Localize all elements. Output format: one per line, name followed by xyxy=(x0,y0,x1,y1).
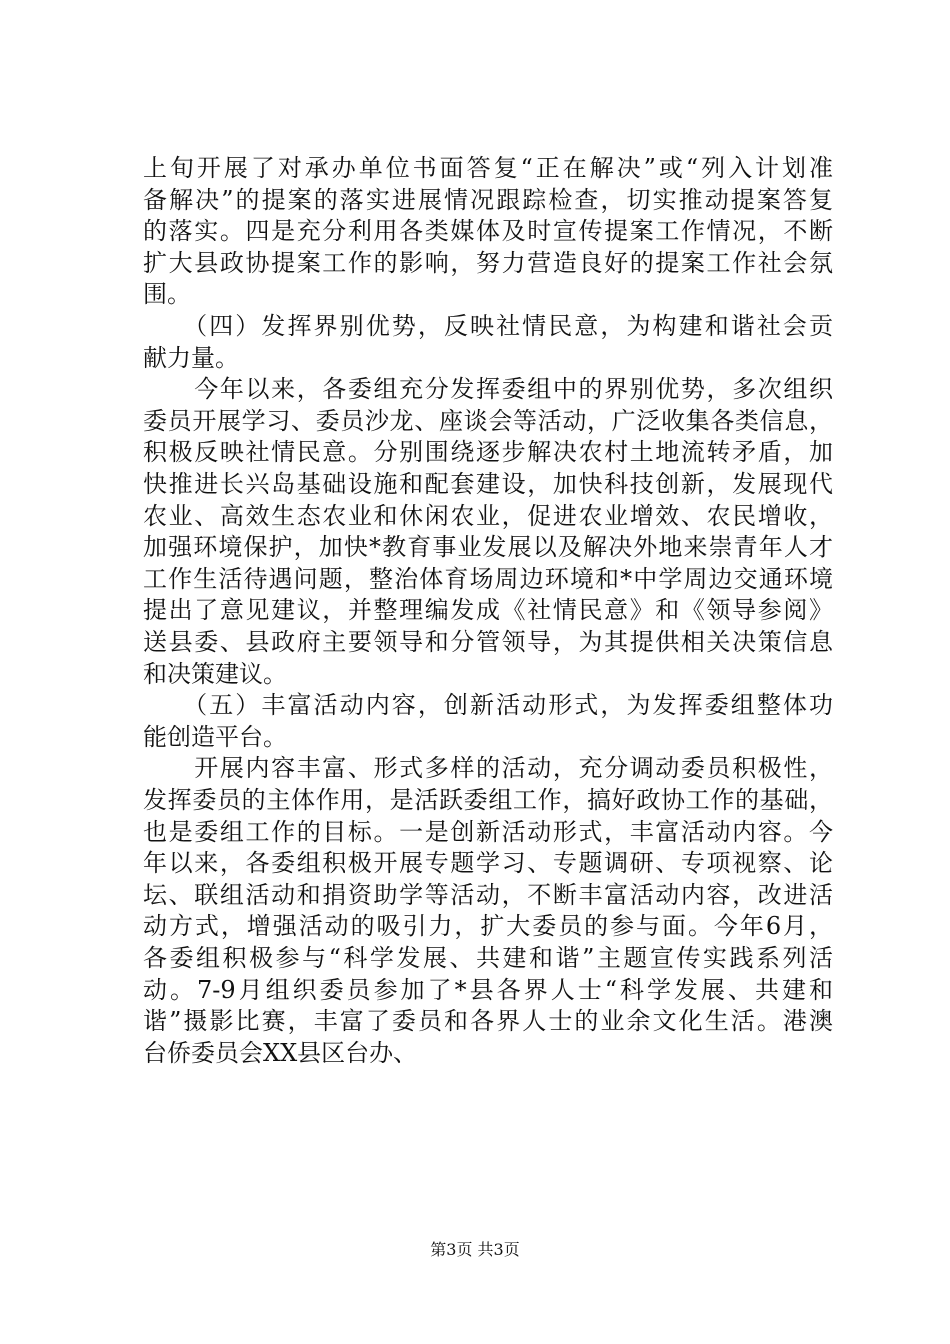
text-line: 谐”摄影比赛，丰富了委员和各界人士的业余文化生活。港澳 xyxy=(143,1007,833,1036)
text-line: （五）丰富活动内容，创新活动形式，为发挥委组整体功 xyxy=(143,691,833,720)
text-line: 献力量。 xyxy=(143,343,239,372)
text-line: 备解决”的提案的落实进展情况跟踪检查，切实推动提案答复 xyxy=(143,185,833,214)
text-line: 动方式，增强活动的吸引力，扩大委员的参与面。今年6月， xyxy=(143,912,833,941)
text-line: 也是委组工作的目标。一是创新活动形式，丰富活动内容。今 xyxy=(143,817,833,846)
text-line: 围。 xyxy=(143,280,191,309)
page-footer: 第3页 共3页 xyxy=(430,1240,520,1259)
text-line: 送县委、县政府主要领导和分管领导，为其提供相关决策信息 xyxy=(143,628,833,656)
text-line: 提出了意见建议，并整理编发成《社情民意》和《领导参阅》 xyxy=(143,596,833,625)
text-line: 的落实。四是充分利用各类媒体及时宣传提案工作情况，不断 xyxy=(143,217,833,246)
text-line: 积极反映社情民意。分别围绕逐步解决农村土地流转矛盾，加 xyxy=(143,438,833,467)
text-line: 和决策建议。 xyxy=(143,659,287,688)
text-line: 年以来，各委组积极开展专题学习、专题调研、专项视察、论 xyxy=(143,849,833,878)
text-line: 坛、联组活动和捐资助学等活动，不断丰富活动内容，改进活 xyxy=(143,880,833,909)
text-line: 加强环境保护，加快*教育事业发展以及解决外地来崇青年人才 xyxy=(143,533,833,562)
text-line: 开展内容丰富、形式多样的活动，充分调动委员积极性， xyxy=(143,754,833,783)
text-line: 快推进长兴岛基础设施和配套建设，加快科技创新，发展现代 xyxy=(143,470,833,498)
text-line: 扩大县政协提案工作的影响，努力营造良好的提案工作社会氛 xyxy=(143,248,833,277)
text-line: 台侨委员会XX县区台办、 xyxy=(143,1038,418,1067)
text-line: 农业、高效生态农业和休闲农业，促进农业增效、农民增收， xyxy=(143,501,833,530)
text-line: 工作生活待遇问题，整治体育场周边环境和*中学周边交通环境 xyxy=(143,564,833,593)
text-line: 委员开展学习、委员沙龙、座谈会等活动，广泛收集各类信息， xyxy=(143,406,833,435)
text-line: （四）发挥界别优势，反映社情民意，为构建和谐社会贡 xyxy=(143,312,833,340)
text-line: 能创造平台。 xyxy=(143,722,287,751)
text-line: 各委组积极参与“科学发展、共建和谐”主题宣传实践系列活 xyxy=(143,944,833,972)
text-line: 发挥委员的主体作用，是活跃委组工作，搞好政协工作的基础， xyxy=(143,786,833,814)
text-line: 上旬开展了对承办单位书面答复“正在解决”或“列入计划准 xyxy=(143,154,833,182)
text-line: 今年以来，各委组充分发挥委组中的界别优势，多次组织 xyxy=(143,375,833,404)
text-line: 动。7-9月组织委员参加了*县各界人士“科学发展、共建和 xyxy=(143,975,833,1004)
